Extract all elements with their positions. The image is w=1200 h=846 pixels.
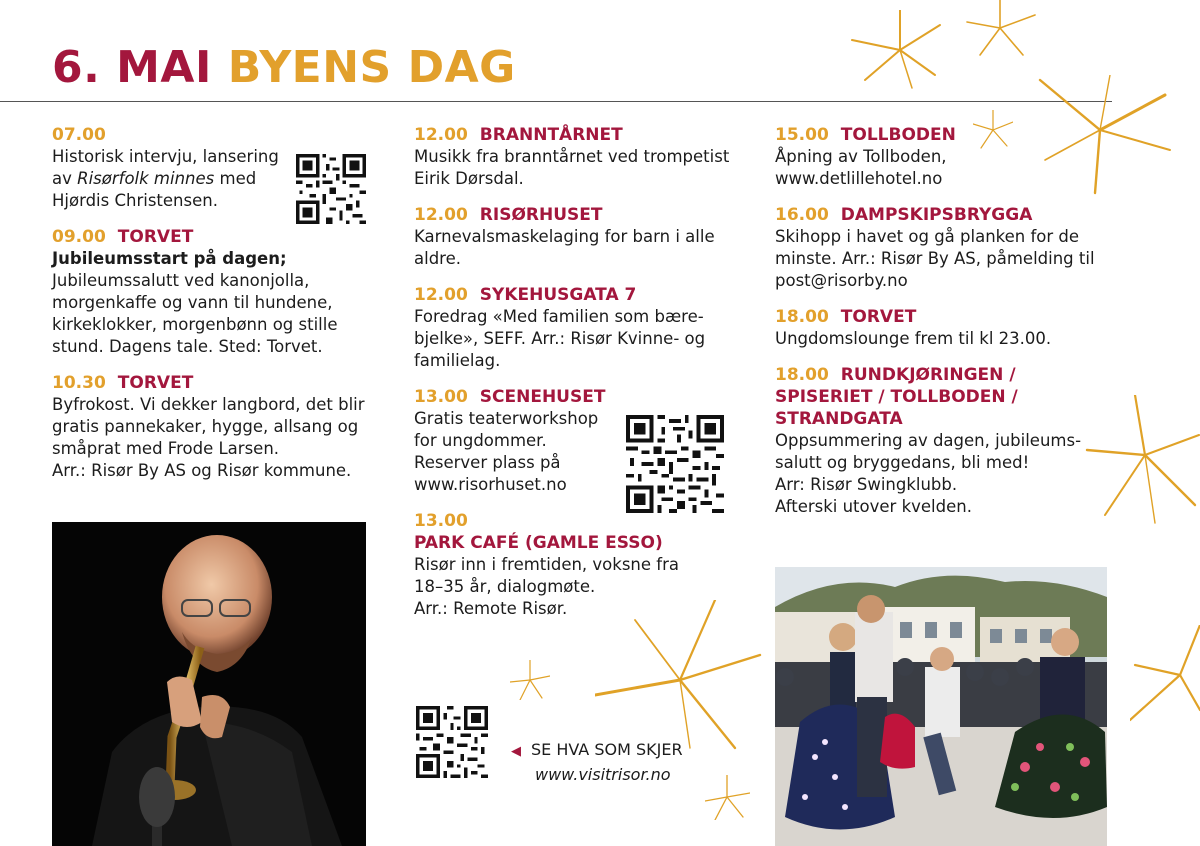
event-1800-rundkjoringen: 18.00 RUNDKJØRINGEN / SPISERIET / TOLLBODEN / STRANDGATA Oppsummering av dagen, jubileums-salutt og bryggedans, bli med! Arr: Risør Swingklubb. Afterski utover kvelden. bbox=[775, 365, 1082, 516]
event-time: 12.00 bbox=[414, 125, 468, 145]
event-time: 12.00 bbox=[414, 205, 468, 225]
sparkle-star-icon bbox=[510, 660, 550, 700]
event-description: Skihopp i havet og gå planken for de minste. Arr.: Risør By AS, påmelding til post@risorby.no bbox=[775, 227, 1095, 290]
program-column-2 bbox=[414, 124, 744, 634]
link-label: SE HVA SOM SKJER bbox=[531, 740, 683, 759]
event-description: Åpning av Tollboden, bbox=[775, 147, 947, 166]
title-event: BYENS DAG bbox=[227, 42, 516, 93]
event-description: Risør inn i fremtiden, voksne fra 18–35 år, dialogmøte. bbox=[414, 555, 679, 596]
event-place: TORVET bbox=[117, 373, 194, 393]
event-organizer: Arr.: Risør By AS og Risør kommune. bbox=[52, 461, 352, 480]
event-place: SYKEHUSGATA 7 bbox=[479, 285, 637, 305]
event-time: 18.00 bbox=[775, 365, 829, 385]
event-1200-branntarnet bbox=[414, 124, 744, 190]
event-time: 16.00 bbox=[775, 205, 829, 225]
event-description: Foredrag «Med familien som bære-bjelke», SEFF. Arr.: Risør Kvinne- og familielag. bbox=[414, 307, 706, 370]
event-place: RUNDKJØRINGEN / SPISERIET / TOLLBODEN / STRANDGATA bbox=[775, 365, 1018, 429]
event-time: 18.00 bbox=[775, 307, 829, 327]
sparkle-star-icon bbox=[1085, 395, 1200, 525]
event-place: TORVET bbox=[117, 227, 194, 247]
trumpet-player-photo bbox=[52, 522, 366, 846]
event-place: BRANNTÅRNET bbox=[479, 125, 623, 145]
event-description: Ungdomslounge frem til kl 23.00. bbox=[775, 329, 1052, 348]
event-time: 12.00 bbox=[414, 285, 468, 305]
event-place: TORVET bbox=[840, 307, 917, 327]
hotel-link[interactable]: www.detlillehotel.no bbox=[775, 169, 943, 188]
event-time: 13.00 bbox=[414, 387, 468, 407]
qr-code-icon[interactable] bbox=[416, 706, 488, 778]
event-description: Jubileumssalutt ved kanonjolla, morgenkaffe og vann til hundene, kirkeklokker, morgenbønn og stille stund. Dagens tale. Sted: Torvet. bbox=[52, 271, 338, 356]
event-place: PARK CAFÉ (GAMLE ESSO) bbox=[414, 533, 663, 553]
event-0900-torvet bbox=[52, 226, 372, 358]
event-organizer: Arr.: Remote Risør. bbox=[414, 599, 568, 618]
title-date: 6. MAI bbox=[52, 42, 212, 93]
qr-code-icon[interactable] bbox=[296, 154, 366, 224]
book-title: Risørfolk minnes bbox=[77, 169, 215, 188]
event-1200-sykehusgata bbox=[414, 284, 744, 372]
arrow-left-icon: ◀ bbox=[511, 744, 521, 759]
event-1300-scenehuset: 13.00 SCENEHUSET Gratis teaterworkshop for ungdommer. Reserver plass på www.risorhuset.no bbox=[414, 387, 606, 494]
event-description: Oppsummering av dagen, jubileums-salutt og bryggedans, bli med! bbox=[775, 431, 1082, 472]
event-1200-risorhuset bbox=[414, 204, 744, 270]
event-1600-dampskipsbrygga bbox=[775, 204, 1105, 292]
event-description: Karnevalsmaskelaging for barn i alle aldre. bbox=[414, 227, 715, 268]
page-title bbox=[52, 42, 516, 93]
event-place: DAMPSKIPSBRYGGA bbox=[840, 205, 1033, 225]
event-place: TOLLBODEN bbox=[840, 125, 956, 145]
event-place: SCENEHUSET bbox=[479, 387, 606, 407]
title-divider bbox=[0, 101, 1112, 102]
sparkle-star-icon bbox=[850, 10, 950, 90]
event-0700: 07.00 Historisk intervju, lansering av Risørfolk minnes med Hjørdis Christensen. bbox=[52, 125, 279, 210]
sparkle-star-icon bbox=[595, 600, 765, 750]
swing-dancers-photo bbox=[775, 567, 1107, 846]
event-subtitle: Jubileumsstart på dagen; bbox=[52, 249, 287, 268]
sparkle-star-icon bbox=[1035, 75, 1175, 195]
event-time: 13.00 bbox=[414, 511, 468, 531]
event-time: 10.30 bbox=[52, 373, 106, 393]
sparkle-star-icon bbox=[705, 775, 750, 820]
event-time: 09.00 bbox=[52, 227, 106, 247]
sparkle-star-icon bbox=[965, 0, 1040, 60]
event-time: 07.00 bbox=[52, 125, 106, 145]
sparkle-star-icon bbox=[1130, 625, 1200, 725]
event-place: RISØRHUSET bbox=[479, 205, 603, 225]
scenehuset-link[interactable]: www.risorhuset.no bbox=[414, 475, 567, 494]
event-description: Byfrokost. Vi dekker langbord, det blir gratis pannekaker, hygge, allsang og småprat med Frode Larsen. bbox=[52, 395, 365, 458]
link-url[interactable]: www.visitrisor.no bbox=[535, 765, 671, 784]
event-description: Musikk fra branntårnet ved trompetist Eirik Dørsdal. bbox=[414, 147, 730, 188]
event-time: 15.00 bbox=[775, 125, 829, 145]
sparkle-star-icon bbox=[973, 110, 1013, 150]
event-1800-torvet bbox=[775, 306, 1105, 350]
qr-code-icon[interactable] bbox=[626, 415, 724, 513]
event-organizer: Arr: Risør Swingklubb. bbox=[775, 475, 958, 494]
event-1030-torvet bbox=[52, 372, 372, 482]
